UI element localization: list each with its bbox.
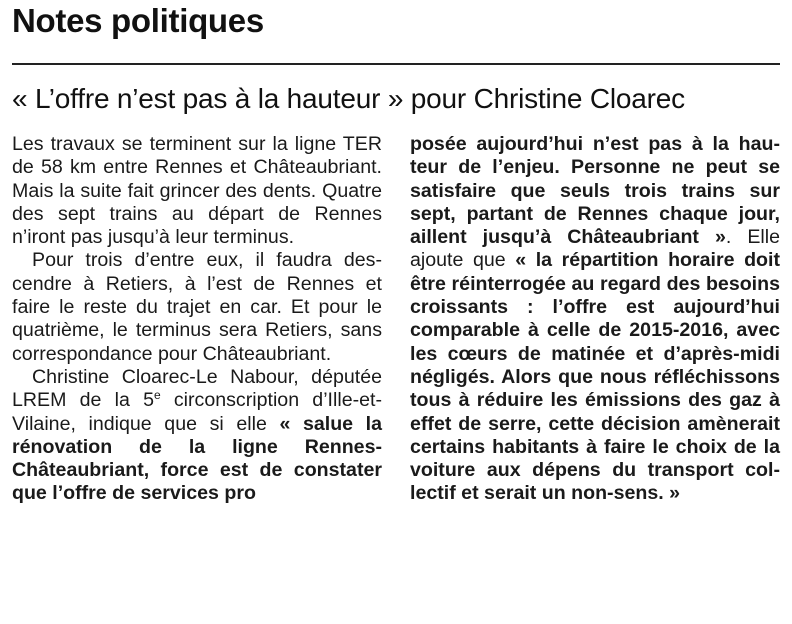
paragraph-3-intro: Christine Cloarec-Le Nabour, députée LREM de la 5 [12,365,382,412]
quote-part-1: « salue la rénovation de la ligne Rennes-Châteaubriant, force est de constater que l’offre de services pro [12,412,382,505]
paragraph-3-continuation: circonscription d’Ille-et-Vilaine, indique que si elle [12,389,382,435]
section-title: Notes politiques [12,2,264,39]
article-headline: « L’offre n’est pas à la hauteur » pour Christine Cloarec [12,83,685,114]
article-paragraph-2: Pour trois d’entre eux, il faudra descendre à Retiers, à l’est de Rennes et faire le reste du trajet en car. Et pour le quatrième, le terminus sera Retiers, sans correspondance pour Châteaubriant. [12,249,382,365]
article-paragraph-3 [12,366,382,506]
article-column-right [410,133,780,506]
section-divider [12,63,780,65]
quote-part-1-continued: posée aujourd’hui n’est pas à la hauteur de l’enjeu. Personne ne peut se satisfaire que seuls trois trains sur sept, partant de Rennes chaque jour, aillent jusqu’à Châteaubriant » [410,133,780,249]
article-paragraph-1: Les travaux se terminent sur la ligne TER de 58 km entre Rennes et Châteaubriant. Mais la suite fait grincer des dents. Quatre des sept trains au départ de Rennes n’iront pas jusqu’à leur terminus. [12,133,382,249]
article-paragraph-3-continued [410,133,780,506]
article-column-left [12,133,382,506]
ordinal-superscript: e [153,388,161,403]
transition-text: . Elle ajoute que [410,226,781,272]
quote-part-2: « la répartition horaire doit être réinterrogée au regard des besoins croissants : l’offre est aujourd’hui comparable à celle de 2015-2016, avec les cœurs de matinée et d’après-midi négligés. Alors que nous réfléchissons tous à réduire les émissions des gaz à effet de serre, cette décision amènerait certains habitants à faire le choix de la voiture aux dépens du transport collectif et serait un non-sens. » [410,249,780,505]
